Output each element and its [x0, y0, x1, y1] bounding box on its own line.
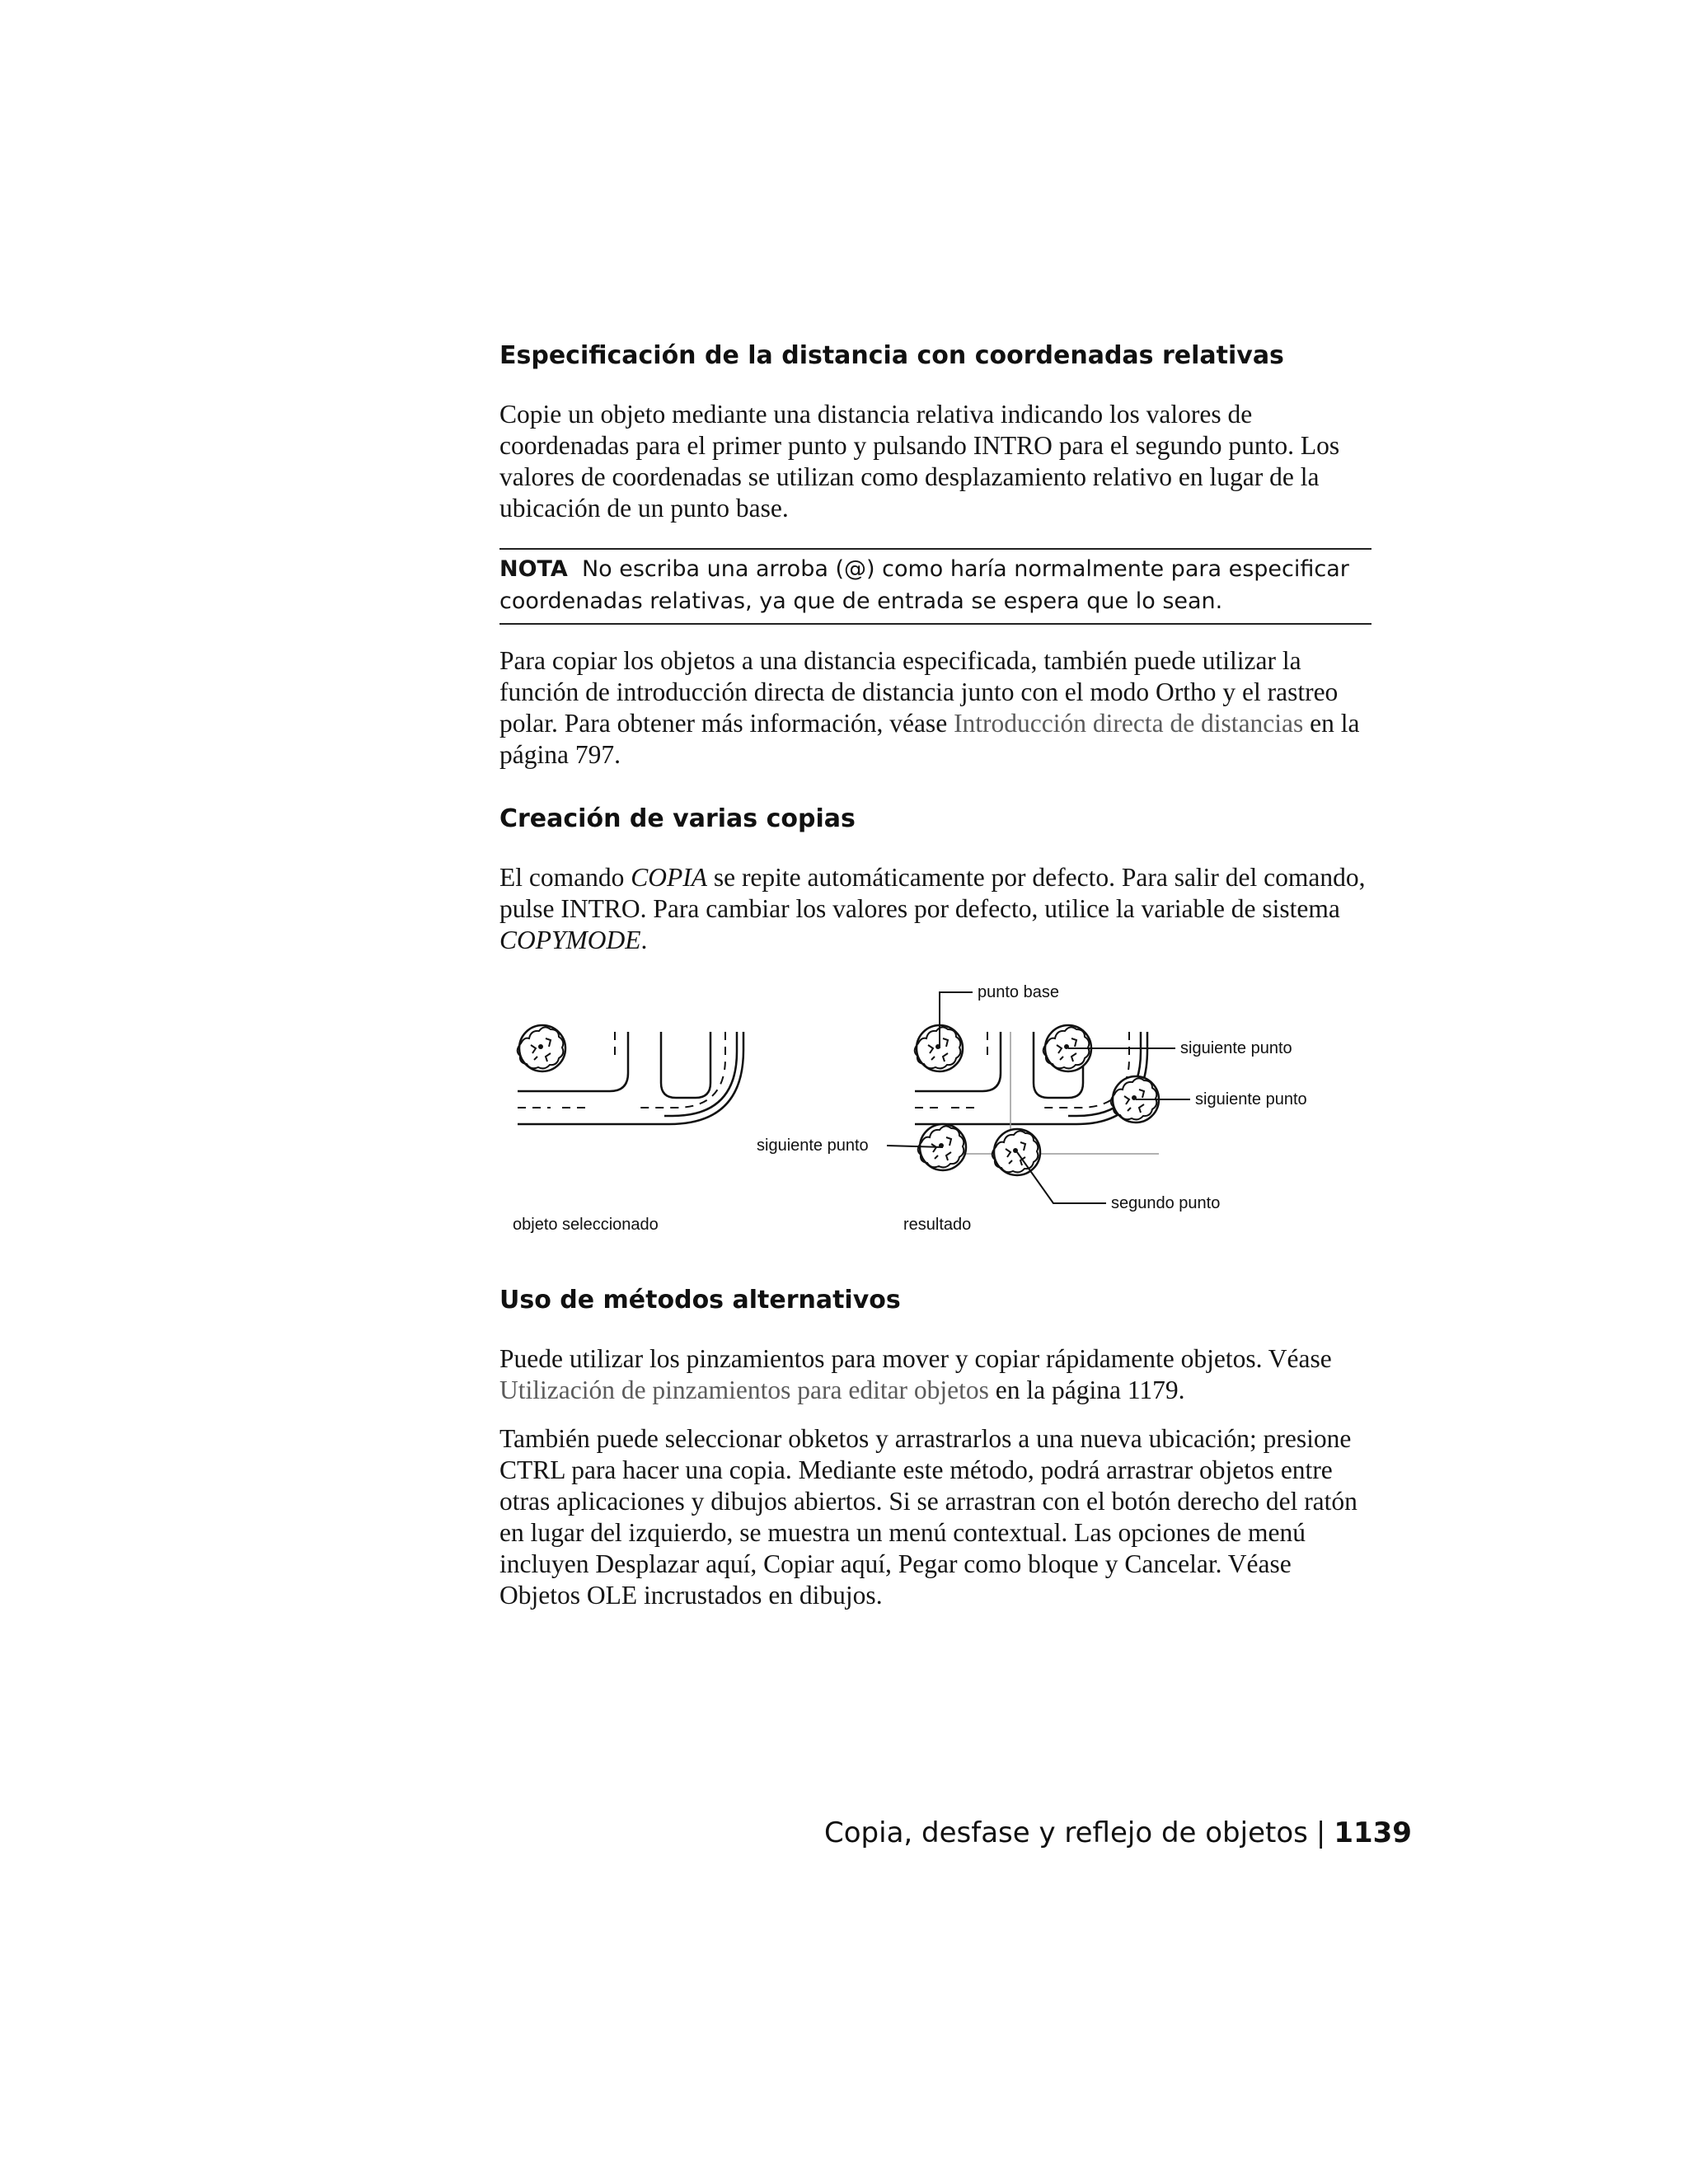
page-number: 1139 [1334, 1816, 1412, 1849]
paragraph-relative-distance: Copie un objeto mediante una distancia relativa indicando los valores de coordenadas para el primer punto y pulsando INTRO para el segundo punto. Los valores de coordenadas se utilizan como desplazamiento relativo en lugar de la ubicación de un punto base. [499, 400, 1340, 523]
copy-illustration [499, 982, 1373, 1246]
paragraph-text: se repite automáticamente por defecto. Para salir del comando, pulse INTRO. Para cambiar los valores por defecto, utilice la variable de sistema [499, 863, 1366, 923]
paragraph-grips [499, 1343, 1372, 1406]
footer-separator: | [1315, 1816, 1326, 1849]
note-top-rule [499, 548, 1372, 550]
note-block [499, 553, 1372, 617]
page-footer [824, 1816, 1412, 1850]
section-heading-alternative-methods: Uso de métodos alternativos [499, 1286, 901, 1315]
paragraph-text-end: en la página 797. [499, 709, 1360, 769]
paragraph-copy-command [499, 862, 1372, 956]
label-result: resultado [903, 1216, 972, 1234]
label-second-point: segundo punto [1111, 1194, 1221, 1212]
paragraph-text: El comando [499, 863, 631, 892]
note-label: NOTA [499, 556, 568, 582]
system-variable-copymode: COPYMODE [499, 926, 641, 954]
paragraph-text: Para copiar los objetos a una distancia especificada, también puede utilizar la función de introducción directa de distancia junto con el modo Ortho y el rastreo polar. Para obtener más información, véase [499, 646, 1339, 738]
footer-chapter-title: Copia, desfase y reflejo de objetos [824, 1816, 1308, 1849]
paragraph-drag-and-drop: También puede seleccionar obketos y arrastrarlos a una nueva ubicación; presione CTRL para hacer una copia. Mediante este método, podrá arrastrar objetos entre otras aplicaciones y dibujos abiertos. Si se arrastran con el botón derecho del ratón en lugar del izquierdo, se muestra un menú contextual. Las opciones de menú incluyen Desplazar aquí, Copiar aquí, Pegar como bloque y Cancelar. Véase Objetos OLE incrustados en dibujos. [499, 1424, 1357, 1610]
paragraph-text: Puede utilizar los pinzamientos para mover y copiar rápidamente objetos. Véase [499, 1344, 1332, 1373]
command-name-copia: COPIA [631, 863, 707, 892]
label-next-point-2: siguiente punto [1195, 1090, 1307, 1108]
link-using-grips[interactable]: Utilización de pinzamientos para editar objetos [499, 1376, 989, 1404]
paragraph-text: . [640, 926, 648, 954]
link-direct-distance-entry[interactable]: Introducción directa de distancias [954, 709, 1304, 738]
paragraph-text-end: en la página 1179. [988, 1376, 1185, 1404]
paragraph-direct-distance [499, 645, 1372, 771]
note-bottom-rule [499, 623, 1372, 625]
label-selected-object: objeto seleccionado [513, 1216, 659, 1234]
label-next-point-3: siguiente punto [757, 1137, 869, 1155]
section-heading-relative-coordinates: Especificación de la distancia con coordenadas relativas [499, 341, 1284, 370]
label-base-point: punto base [978, 983, 1059, 1001]
copy-illustration-drawing [499, 982, 1373, 1246]
label-next-point-1: siguiente punto [1180, 1039, 1292, 1057]
left-roads [518, 1025, 743, 1124]
section-heading-multiple-copies: Creación de varias copias [499, 804, 856, 833]
note-text: No escriba una arroba (@) como haría normalmente para especificar coordenadas relativas, ya que de entrada se espera que lo sean. [499, 556, 1349, 614]
right-roads [887, 992, 1190, 1203]
